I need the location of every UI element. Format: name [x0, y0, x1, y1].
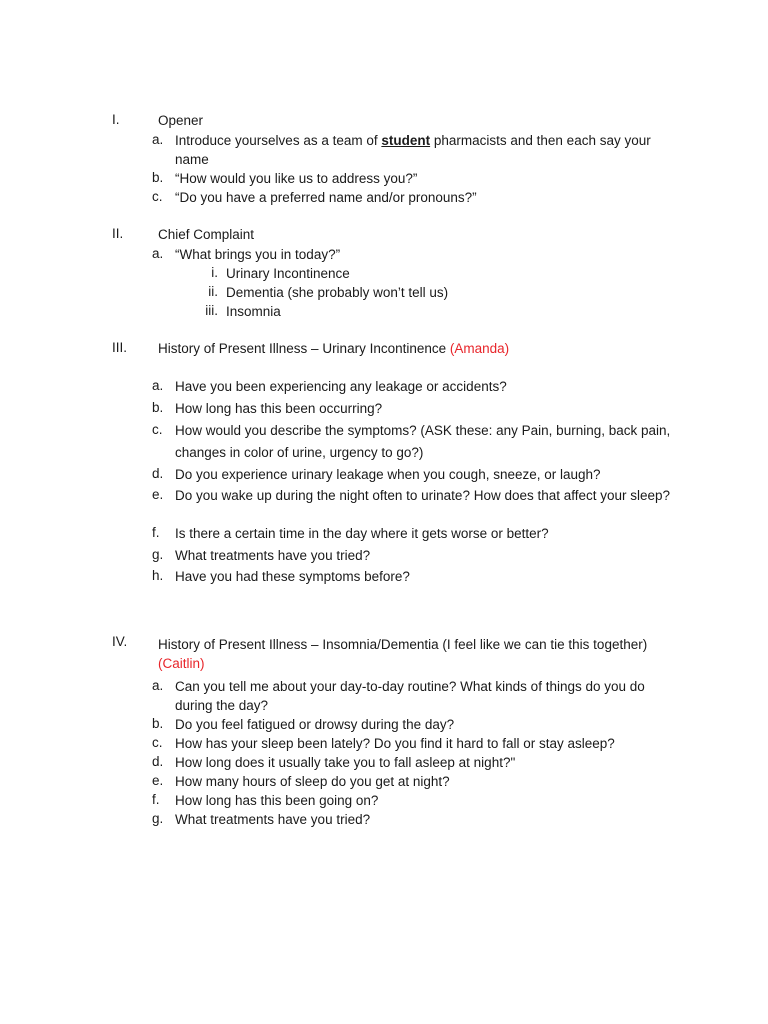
- section-title: History of Present Illness – Urinary Incontinence (Amanda): [158, 341, 510, 356]
- section-numeral: II.: [112, 226, 124, 241]
- presenter-name: (Caitlin): [158, 656, 205, 671]
- presenter-name: (Amanda): [449, 341, 510, 356]
- emphasized-word: student: [381, 133, 431, 148]
- section-title: Chief Complaint: [158, 227, 255, 242]
- section-numeral: IV.: [112, 634, 128, 649]
- section-title: Opener: [158, 113, 204, 128]
- section-numeral: III.: [112, 340, 128, 355]
- document-page: I. Opener a. Introduce yourselves as a team of student pharmacists and then each say your name b. “How would you like us to address you?” c. “Do you have a preferred name and/or pronouns?” II. Chief Complaint a. “What brings you in today?” i. Urinary Incontinence ii. Dementia (she probably won’t tell us) iii. Insomnia III. History of Present Illness – Urinary Incontinence (Amanda) a. Have you been experiencing any leakage or accidents? b. How long has this been occurring? c. How would you describe the symptoms? (ASK these: any Pain, burning, back pain, changes in color of urine, urgency to go?) d. Do you experience urinary leakage when you cough, sneeze, or laugh? e. Do you wake up during the night often to urinate? How does that affect your sleep? f. Is there a certain time in the day where it gets worse or better? g. What treatments have you tried? h. Have you had these symptoms before? IV. History of Present Illness – Insomnia/Dementia (I feel like we can tie this together) (Caitlin) a. Can you tell me about your day-to-day routine? What kinds of things do you do during the day? b. Do you feel fatigued or drowsy during the day? c. How has your sleep been lately? Do you find it hard to fall or stay asleep? d. How long does it usually take you to fall asleep at night?" e. How many hours of sleep do you get at night? f. How long has this been going on? g. What treatments have you tried?: [0, 0, 768, 1024]
- section-title: History of Present Illness – Insomnia/Dementia (I feel like we can tie this together): [158, 637, 648, 652]
- section-numeral: I.: [112, 112, 120, 127]
